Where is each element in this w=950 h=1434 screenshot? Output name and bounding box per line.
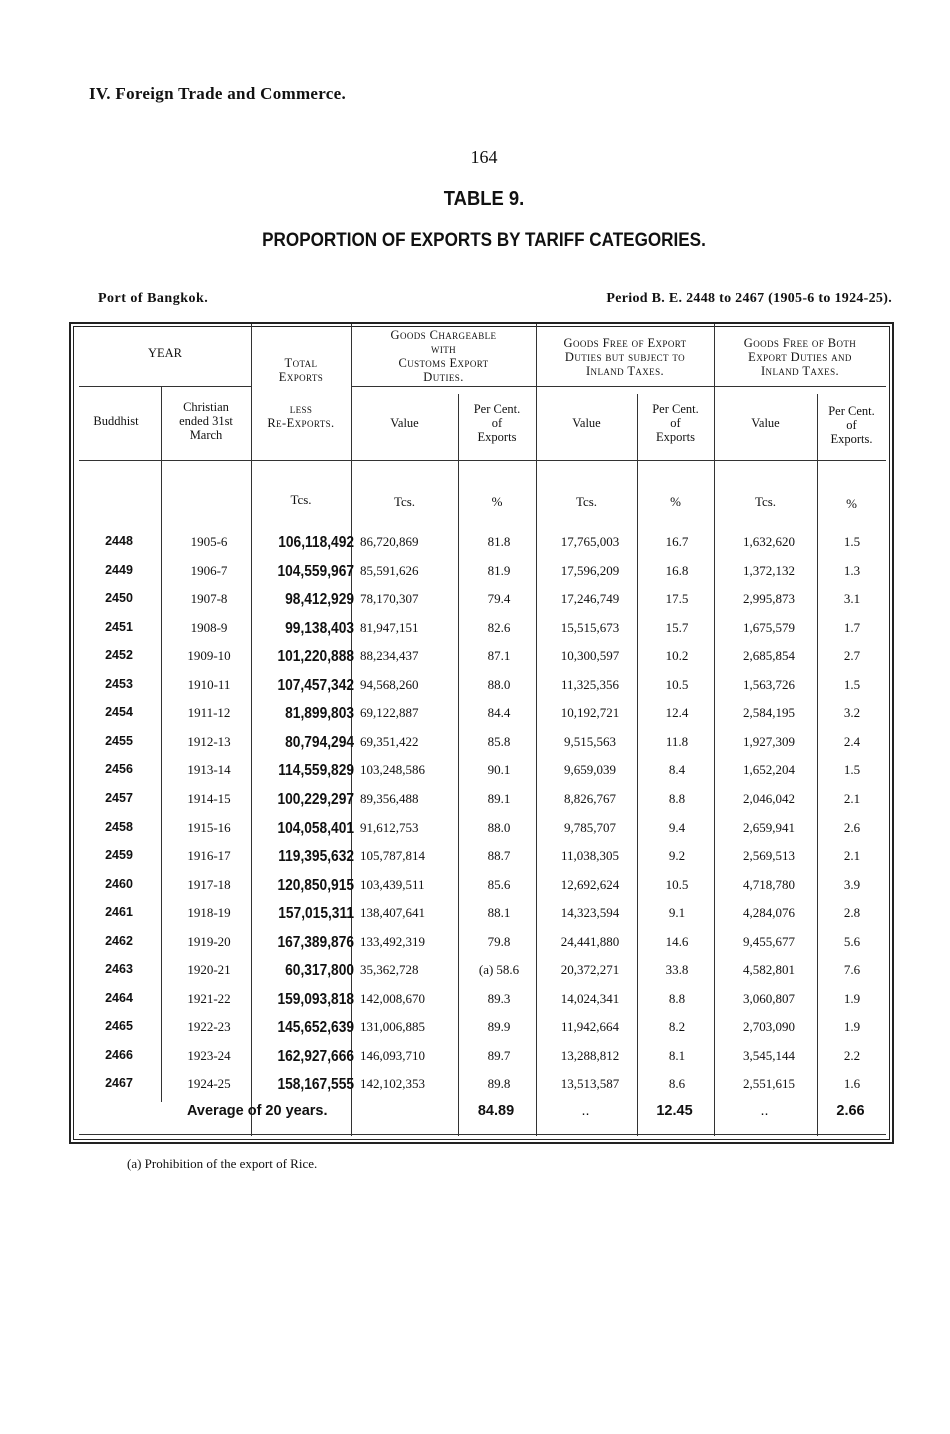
average-label: Average of 20 years. xyxy=(187,1103,328,1119)
total-exports: 60,317,800 xyxy=(285,962,354,980)
chargeable-pct: 88.0 xyxy=(487,819,511,835)
table-row xyxy=(72,962,887,990)
christian-header: Christian ended 31st March xyxy=(179,400,233,442)
free-export-value: 10,300,597 xyxy=(560,648,620,664)
free-both-pct: 1.7 xyxy=(843,619,861,635)
year-header: YEAR xyxy=(147,346,183,360)
chargeable-value: 103,439,511 xyxy=(360,876,425,892)
free-both-pct: 5.6 xyxy=(843,933,861,949)
christian-year: 1923-24 xyxy=(187,1047,231,1063)
free-export-pct: 8.2 xyxy=(668,1019,686,1035)
free-both-pct: 2.7 xyxy=(843,648,861,664)
unit-free-export-pct: % xyxy=(670,494,681,509)
chargeable-pct: 79.4 xyxy=(487,591,511,607)
free-export-value: 9,785,707 xyxy=(564,819,616,835)
chargeable-value: 81,947,151 xyxy=(360,619,419,635)
buddhist-year: 2451 xyxy=(105,619,133,634)
table-row xyxy=(72,762,887,790)
christian-year: 1913-14 xyxy=(187,762,231,778)
table-row xyxy=(72,934,887,962)
free-both-value: 2,046,042 xyxy=(743,790,795,806)
free-both-value: 1,675,579 xyxy=(743,619,795,635)
free-export-pct: 17.5 xyxy=(665,591,689,607)
table-row xyxy=(72,905,887,933)
buddhist-year: 2452 xyxy=(105,648,133,663)
free-both-pct: 1.3 xyxy=(843,562,861,578)
chargeable-pct: 79.8 xyxy=(487,933,511,949)
unit-free-both: Tcs. xyxy=(754,494,777,509)
free-export-value: 8,826,767 xyxy=(564,790,616,806)
chargeable-value: 88,234,437 xyxy=(360,648,419,664)
free-export-value: 9,515,563 xyxy=(564,733,616,749)
buddhist-year: 2453 xyxy=(105,676,133,691)
free-both-value: 4,284,076 xyxy=(743,905,795,921)
table-row xyxy=(72,791,887,819)
free-both-value: 1,372,132 xyxy=(743,562,795,578)
free-both-value: 3,060,807 xyxy=(743,990,795,1006)
free-both-value: 2,995,873 xyxy=(743,591,795,607)
total-exports: 100,229,297 xyxy=(277,790,354,808)
average-free-both-pct: 2.66 xyxy=(836,1103,865,1119)
buddhist-year: 2460 xyxy=(105,876,133,891)
free-export-pct: 9.2 xyxy=(668,848,686,864)
table-row xyxy=(72,991,887,1019)
buddhist-year: 2458 xyxy=(105,819,133,834)
free-export-value: 14,024,341 xyxy=(560,990,620,1006)
buddhist-year: 2457 xyxy=(105,790,133,805)
christian-year: 1919-20 xyxy=(187,933,231,949)
chargeable-value: 138,407,641 xyxy=(360,905,425,921)
christian-year: 1920-21 xyxy=(187,962,231,978)
table-row xyxy=(72,1019,887,1047)
chargeable-value: 131,006,885 xyxy=(360,1019,425,1035)
free-export-pct: 10.5 xyxy=(665,676,689,692)
free-both-pct: 2.6 xyxy=(843,819,861,835)
free-both-pct: 3.2 xyxy=(843,705,861,721)
percent-header-a: Per Cent. of Exports xyxy=(473,402,521,444)
christian-year: 1914-15 xyxy=(187,790,231,806)
free-both-pct: 1.9 xyxy=(843,1019,861,1035)
chargeable-pct: 85.8 xyxy=(487,733,511,749)
free-export-value: 11,038,305 xyxy=(560,848,620,864)
buddhist-header: Buddhist xyxy=(93,414,139,428)
free-both-pct: 2.4 xyxy=(843,733,861,749)
christian-year: 1917-18 xyxy=(187,876,231,892)
chargeable-value: 35,362,728 xyxy=(360,962,419,978)
buddhist-year: 2466 xyxy=(105,1047,133,1062)
free-both-pct: 3.9 xyxy=(843,876,861,892)
free-both-pct: 2.1 xyxy=(843,848,861,864)
free-both-value: 2,703,090 xyxy=(743,1019,795,1035)
chargeable-pct: 88.7 xyxy=(487,848,511,864)
chargeable-pct: 89.3 xyxy=(487,990,511,1006)
free-export-pct: 9.1 xyxy=(668,905,686,921)
chargeable-value: 103,248,586 xyxy=(360,762,425,778)
table-row xyxy=(72,591,887,619)
free-export-value: 14,323,594 xyxy=(560,905,620,921)
buddhist-year: 2456 xyxy=(105,762,133,777)
unit-free-both-pct: % xyxy=(846,496,857,511)
christian-year: 1915-16 xyxy=(187,819,231,835)
table-row xyxy=(72,620,887,648)
free-both-value: 2,569,513 xyxy=(743,848,795,864)
christian-year: 1906-7 xyxy=(190,562,228,578)
christian-year: 1916-17 xyxy=(187,848,231,864)
page-number: 164 xyxy=(470,147,498,167)
christian-year: 1910-11 xyxy=(187,676,231,692)
free-export-value: 11,325,356 xyxy=(560,676,620,692)
free-export-pct: 8.1 xyxy=(668,1047,686,1063)
free-both-value: 2,659,941 xyxy=(743,819,795,835)
total-exports: 101,220,888 xyxy=(277,648,354,666)
footnote-marker: (a) xyxy=(478,962,494,978)
unit-chargeable: Tcs. xyxy=(393,494,416,509)
total-exports: 114,559,829 xyxy=(278,762,354,780)
chargeable-value: 105,787,814 xyxy=(360,848,425,864)
christian-year: 1921-22 xyxy=(187,990,231,1006)
free-both-value: 4,718,780 xyxy=(743,876,795,892)
table-row xyxy=(72,820,887,848)
christian-year: 1924-25 xyxy=(187,1076,231,1092)
chargeable-pct-value: 58.6 xyxy=(496,962,520,978)
less-reexports-header: less Re-Exports. xyxy=(267,402,335,430)
table-row xyxy=(72,648,887,676)
free-both-pct: 7.6 xyxy=(843,962,861,978)
chargeable-pct: 88.0 xyxy=(487,676,511,692)
table-row xyxy=(72,734,887,762)
chargeable-value: 91,612,753 xyxy=(360,819,419,835)
free-export-value: 10,192,721 xyxy=(560,705,620,721)
chargeable-pct: 89.7 xyxy=(487,1047,511,1063)
christian-year: 1918-19 xyxy=(187,905,231,921)
chargeable-value: 89,356,488 xyxy=(360,790,419,806)
free-both-pct: 1.6 xyxy=(843,1076,861,1092)
chargeable-pct: 90.1 xyxy=(487,762,511,778)
free-export-value: 24,441,880 xyxy=(560,933,620,949)
chargeable-value: 146,093,710 xyxy=(360,1047,425,1063)
chargeable-value: 69,351,422 xyxy=(360,733,419,749)
free-export-pct: 16.8 xyxy=(665,562,689,578)
chargeable-pct: 85.6 xyxy=(487,876,511,892)
buddhist-year: 2461 xyxy=(105,905,133,920)
section-heading: IV. Foreign Trade and Commerce. xyxy=(89,84,347,103)
free-both-value: 1,563,726 xyxy=(743,676,795,692)
free-both-value: 2,584,195 xyxy=(743,705,795,721)
free-both-pct: 2.1 xyxy=(843,790,861,806)
total-exports: 158,167,555 xyxy=(277,1076,354,1094)
average-free-export-pct: 12.45 xyxy=(656,1103,693,1119)
chargeable-pct: 89.8 xyxy=(487,1076,511,1092)
chargeable-value: 142,008,670 xyxy=(360,990,425,1006)
buddhist-year: 2467 xyxy=(105,1076,133,1091)
chargeable-value: 78,170,307 xyxy=(360,591,419,607)
chargeable-pct: 84.4 xyxy=(487,705,511,721)
free-both-pct: 3.1 xyxy=(843,591,861,607)
free-both-header: Goods Free of Both Export Duties and Inland Taxes. xyxy=(743,336,857,378)
chargeable-pct: 81.9 xyxy=(487,562,511,578)
buddhist-year: 2463 xyxy=(105,962,133,977)
chargeable-pct: 88.1 xyxy=(487,905,511,921)
chargeable-value: 86,720,869 xyxy=(360,534,419,549)
total-exports: 106,118,492 xyxy=(278,534,354,551)
total-exports: 159,093,818 xyxy=(277,990,354,1008)
total-exports: 120,850,915 xyxy=(277,876,354,894)
free-export-value: 12,692,624 xyxy=(560,876,620,892)
free-export-value: 17,246,749 xyxy=(560,591,620,607)
percent-header-c: Per Cent. of Exports. xyxy=(828,404,875,446)
value-header-b: Value xyxy=(572,416,601,430)
free-export-pct: 9.4 xyxy=(668,819,686,835)
free-both-pct: 2.2 xyxy=(843,1047,861,1063)
buddhist-year: 2450 xyxy=(105,591,133,606)
total-exports: 80,794,294 xyxy=(285,733,354,751)
value-header-c: Value xyxy=(751,416,780,430)
free-both-value: 2,685,854 xyxy=(743,648,795,664)
chargeable-value: 94,568,260 xyxy=(360,676,419,692)
chargeable-pct: 87.1 xyxy=(487,648,511,664)
christian-year: 1907-8 xyxy=(190,591,228,607)
table-row xyxy=(72,877,887,905)
chargeable-pct xyxy=(464,962,534,978)
total-exports: 162,927,666 xyxy=(277,1047,354,1065)
buddhist-year: 2449 xyxy=(105,562,133,577)
buddhist-year: 2464 xyxy=(105,990,133,1005)
table-row xyxy=(72,563,887,591)
free-export-pct: 16.7 xyxy=(665,534,689,549)
free-export-value: 17,596,209 xyxy=(560,562,620,578)
buddhist-year: 2448 xyxy=(105,534,133,548)
total-exports: 81,899,803 xyxy=(285,705,354,723)
free-export-pct: 10.2 xyxy=(665,648,689,664)
free-export-pct: 33.8 xyxy=(665,962,689,978)
chargeable-pct: 89.9 xyxy=(487,1019,511,1035)
free-both-value: 9,455,677 xyxy=(743,933,795,949)
chargeable-pct: 81.8 xyxy=(487,534,511,549)
unit-free-export: Tcs. xyxy=(575,494,598,509)
chargeable-pct: 82.6 xyxy=(487,619,511,635)
free-export-value: 15,515,673 xyxy=(560,619,620,635)
period-label: Period B. E. 2448 to 2467 (1905-6 to 1924-25). xyxy=(606,291,892,306)
table-subtitle: PROPORTION OF EXPORTS BY TARIFF CATEGORIES. xyxy=(262,230,706,251)
free-export-value: 20,372,271 xyxy=(560,962,620,978)
total-exports-header: Total Exports xyxy=(278,356,324,384)
total-exports: 107,457,342 xyxy=(277,676,354,694)
table-row xyxy=(72,1076,887,1104)
unit-total: Tcs. xyxy=(290,492,312,507)
average-free-export-value: .. xyxy=(581,1103,590,1119)
total-exports: 99,138,403 xyxy=(285,619,354,637)
table-row xyxy=(72,534,887,562)
buddhist-year: 2454 xyxy=(105,705,133,720)
christian-year: 1922-23 xyxy=(187,1019,231,1035)
buddhist-year: 2455 xyxy=(105,733,133,748)
table-row xyxy=(72,677,887,705)
total-exports: 119,395,632 xyxy=(278,848,354,866)
total-exports: 98,412,929 xyxy=(285,591,354,609)
free-export-value: 13,513,587 xyxy=(560,1076,620,1092)
christian-year: 1908-9 xyxy=(190,619,228,635)
average-chargeable-pct: 84.89 xyxy=(477,1103,515,1119)
free-both-pct: 1.5 xyxy=(843,534,861,549)
free-export-pct: 14.6 xyxy=(665,933,689,949)
free-export-value: 9,659,039 xyxy=(564,762,616,778)
table-title: TABLE 9. xyxy=(443,188,525,210)
chargeable-value: 142,102,353 xyxy=(360,1076,425,1092)
free-both-value: 4,582,801 xyxy=(743,962,795,978)
port-label: Port of Bangkok. xyxy=(98,291,209,306)
free-export-value: 17,765,003 xyxy=(560,534,620,549)
chargeable-value: 133,492,319 xyxy=(360,933,425,949)
percent-header-b: Per Cent. of Exports xyxy=(652,402,699,444)
buddhist-year: 2459 xyxy=(105,848,133,863)
christian-year: 1905-6 xyxy=(190,534,228,549)
table-row xyxy=(72,1048,887,1076)
free-export-value: 13,288,812 xyxy=(560,1047,620,1063)
free-export-pct: 8.4 xyxy=(668,762,686,778)
free-both-pct: 2.8 xyxy=(843,905,861,921)
free-both-pct: 1.5 xyxy=(843,676,861,692)
table-row xyxy=(72,705,887,733)
footnote: (a) Prohibition of the export of Rice. xyxy=(127,1156,318,1171)
free-both-pct: 1.5 xyxy=(843,762,861,778)
chargeable-value: 69,122,887 xyxy=(360,705,419,721)
free-export-pct: 8.8 xyxy=(668,790,686,806)
free-export-pct: 8.6 xyxy=(668,1076,686,1092)
free-both-value: 1,652,204 xyxy=(743,762,795,778)
free-export-pct: 15.7 xyxy=(665,619,689,635)
chargeable-value: 85,591,626 xyxy=(360,562,419,578)
free-export-pct: 11.8 xyxy=(665,733,689,749)
free-both-pct: 1.9 xyxy=(843,990,861,1006)
free-both-value: 1,927,309 xyxy=(743,733,795,749)
free-export-value: 11,942,664 xyxy=(560,1019,620,1035)
christian-year: 1911-12 xyxy=(187,705,231,721)
total-exports: 104,058,401 xyxy=(277,819,354,837)
total-exports: 145,652,639 xyxy=(277,1019,354,1037)
free-export-pct: 10.5 xyxy=(665,876,689,892)
free-both-value: 3,545,144 xyxy=(743,1047,795,1063)
buddhist-year: 2462 xyxy=(105,933,133,948)
free-both-value: 2,551,615 xyxy=(743,1076,795,1092)
total-exports: 104,559,967 xyxy=(277,562,354,580)
average-free-both-value: .. xyxy=(760,1103,769,1119)
christian-year: 1912-13 xyxy=(187,733,231,749)
chargeable-pct: 89.1 xyxy=(487,790,511,806)
total-exports: 167,389,876 xyxy=(277,933,354,951)
chargeable-header: Goods Chargeable with Customs Export Duties. xyxy=(390,328,497,384)
total-exports: 157,015,311 xyxy=(278,905,354,923)
table-row xyxy=(72,848,887,876)
buddhist-year: 2465 xyxy=(105,1019,133,1034)
free-export-pct: 8.8 xyxy=(668,990,686,1006)
free-both-value: 1,632,620 xyxy=(743,534,795,549)
christian-year: 1909-10 xyxy=(187,648,231,664)
free-export-header: Goods Free of Export Duties but subject to Inland Taxes. xyxy=(563,336,687,378)
value-header-a: Value xyxy=(390,416,419,430)
free-export-pct: 12.4 xyxy=(665,705,689,721)
unit-chargeable-pct: % xyxy=(491,494,503,509)
